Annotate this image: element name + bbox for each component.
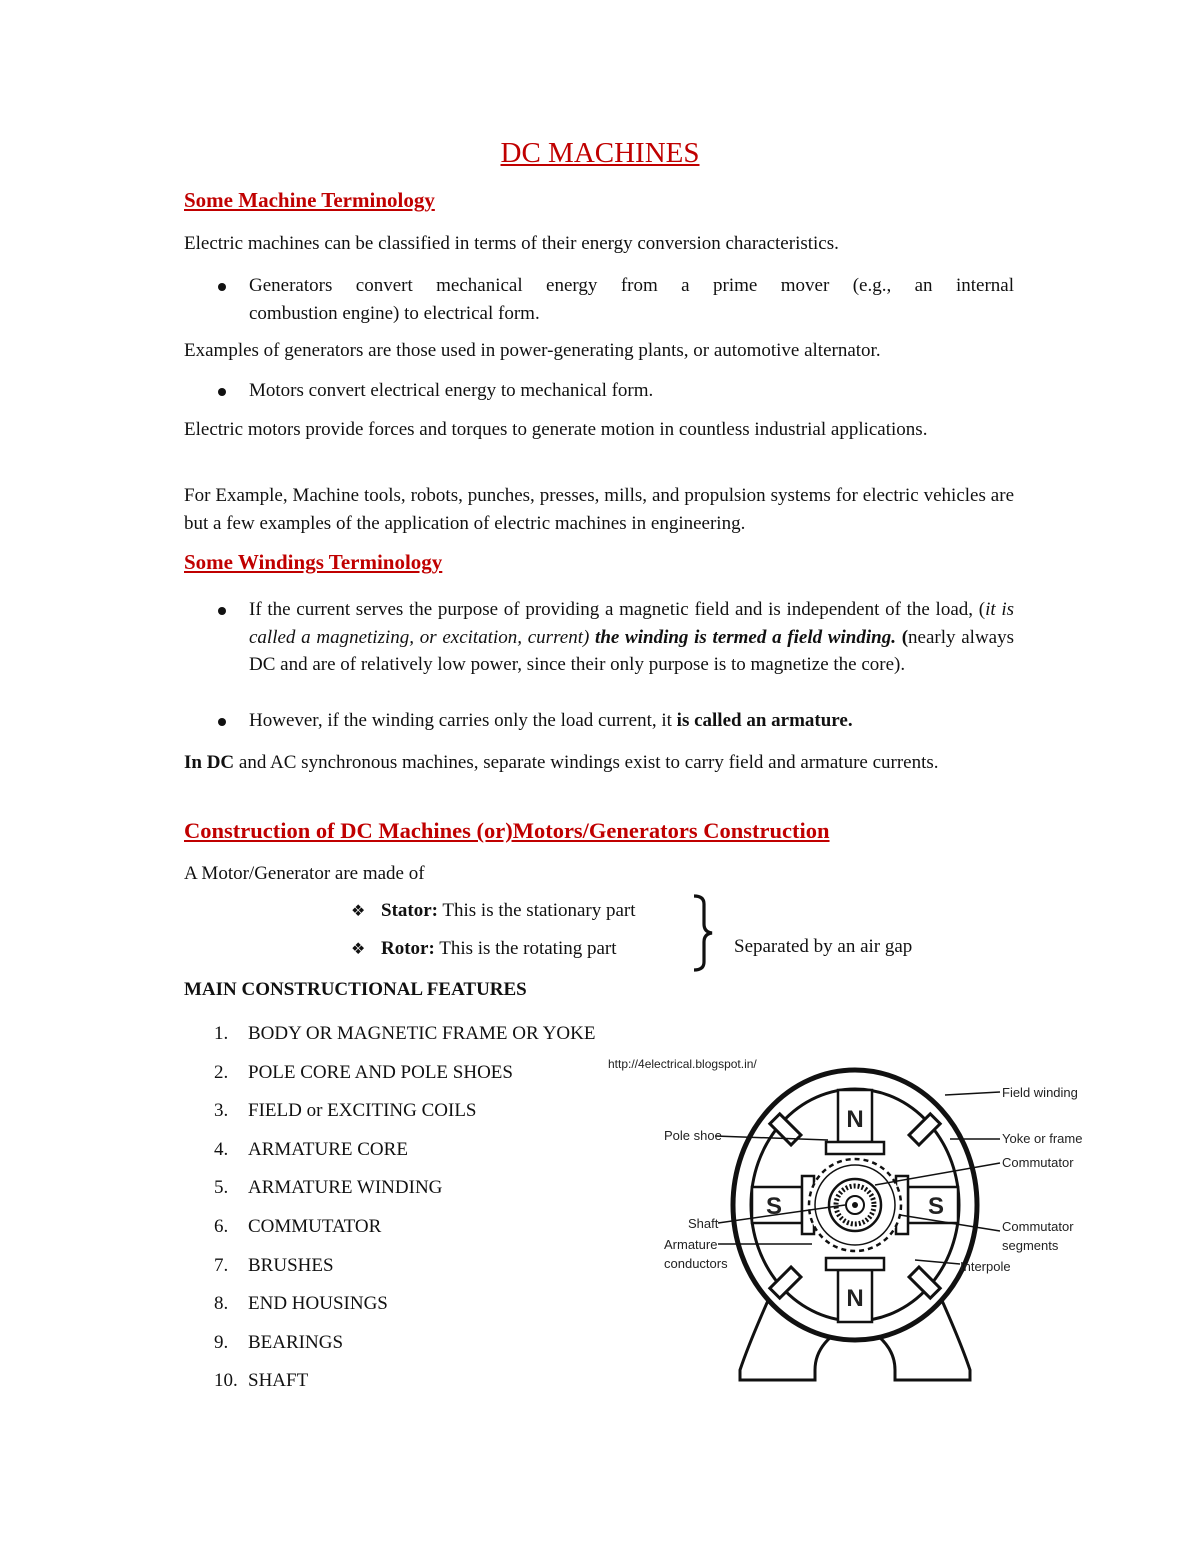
armature-bold: is called an armature. bbox=[676, 710, 853, 731]
bullet-armature-text bbox=[249, 707, 1014, 735]
heading-windings-terminology: Some Windings Terminology bbox=[184, 550, 443, 574]
features-list bbox=[214, 1020, 595, 1406]
feature-number: 2. bbox=[214, 1061, 229, 1083]
feature-item bbox=[214, 1213, 595, 1252]
feature-item bbox=[214, 1136, 595, 1175]
field-winding-text-b: nearly always DC and are of relatively low power, since their only purpose is to magnetize the core). bbox=[249, 626, 1014, 675]
label-commutator: Commutator bbox=[1002, 1155, 1074, 1170]
feature-number: 4. bbox=[214, 1138, 229, 1160]
label-shaft: Shaft bbox=[688, 1216, 719, 1231]
item-rotor bbox=[351, 935, 617, 962]
bullet-armature bbox=[218, 707, 1014, 735]
feature-number: 5. bbox=[214, 1177, 229, 1199]
feature-text: COMMUTATOR bbox=[248, 1215, 382, 1237]
feature-text: END HOUSINGS bbox=[248, 1293, 388, 1315]
bullet-generators-line1: Generators convert mechanical energy from a prime mover (e.g., an internal bbox=[249, 275, 1014, 296]
feature-text: ARMATURE CORE bbox=[248, 1138, 408, 1160]
feature-text: FIELD or EXCITING COILS bbox=[248, 1100, 477, 1122]
feature-item bbox=[214, 1097, 595, 1136]
diamond-bullet-icon: ❖ bbox=[351, 901, 366, 920]
feature-text: BRUSHES bbox=[248, 1254, 334, 1276]
pole-s-right: S bbox=[927, 1193, 945, 1220]
bullet-dot-icon bbox=[218, 718, 226, 726]
bullet-generators bbox=[218, 272, 1014, 327]
feature-item bbox=[214, 1329, 595, 1368]
feature-number: 9. bbox=[214, 1331, 229, 1353]
label-yoke: Yoke or frame bbox=[1002, 1131, 1083, 1146]
feature-item bbox=[214, 1252, 595, 1291]
pole-n-bottom: N bbox=[846, 1285, 864, 1312]
label-comm-seg-1: Commutator bbox=[1002, 1219, 1074, 1234]
dc-machine-diagram bbox=[600, 1040, 1090, 1400]
feature-item bbox=[214, 1367, 595, 1406]
armature-text-a: However, if the winding carries only the load current, it bbox=[249, 710, 677, 731]
label-armature-2: conductors bbox=[664, 1256, 728, 1271]
synchronous-rest: and AC synchronous machines, separate windings exist to carry field and armature currents. bbox=[234, 752, 939, 773]
feature-item bbox=[214, 1020, 595, 1059]
feature-item bbox=[214, 1174, 595, 1213]
heading-machine-terminology: Some Machine Terminology bbox=[184, 188, 435, 212]
bullet-dot-icon bbox=[218, 388, 226, 396]
feature-text: BODY OR MAGNETIC FRAME OR YOKE bbox=[248, 1023, 596, 1044]
label-interpole: Interpole bbox=[960, 1259, 1011, 1274]
paragraph-motors: Electric motors provide forces and torques to generate motion in countless industrial applications. bbox=[184, 419, 928, 440]
bullet-dot-icon bbox=[218, 607, 226, 615]
bullet-motors-text: Motors convert electrical energy to mechanical form. bbox=[249, 380, 654, 401]
heading-main-features: MAIN CONSTRUCTIONAL FEATURES bbox=[184, 979, 527, 1000]
label-armature-1: Armature bbox=[664, 1237, 718, 1252]
paragraph-intro: Electric machines can be classified in terms of their energy conversion characteristics. bbox=[184, 233, 839, 254]
bullet-field-winding-text bbox=[249, 596, 1014, 679]
bullet-dot-icon bbox=[218, 283, 226, 291]
field-winding-text-a: If the current serves the purpose of providing a magnetic field and is independent of the load, ( bbox=[249, 599, 986, 620]
feature-item bbox=[214, 1059, 595, 1098]
feature-number: 7. bbox=[214, 1254, 229, 1276]
figure-url: http://4electrical.blogspot.in/ bbox=[608, 1057, 757, 1071]
bullet-field-winding bbox=[218, 596, 1014, 679]
feature-number: 1. bbox=[214, 1023, 229, 1044]
bullet-motors bbox=[218, 377, 1014, 405]
feature-number: 10. bbox=[214, 1370, 238, 1392]
stator-label: Stator: bbox=[381, 900, 438, 921]
paragraph-synchronous bbox=[184, 749, 1014, 777]
synchronous-bold: In DC bbox=[184, 752, 235, 773]
paragraph-examples: Examples of generators are those used in power-generating plants, or automotive alternator. bbox=[184, 340, 881, 361]
field-winding-bold-italic: the winding is termed a field winding. bbox=[589, 626, 896, 648]
bullet-generators-line2: combustion engine) to electrical form. bbox=[249, 302, 540, 324]
feature-text: POLE CORE AND POLE SHOES bbox=[248, 1061, 513, 1083]
rotor-label: Rotor: bbox=[381, 938, 435, 959]
label-comm-seg-2: segments bbox=[1002, 1238, 1059, 1253]
feature-text: SHAFT bbox=[248, 1370, 309, 1392]
field-winding-italic: it is called a magnetizing, or excitation, current) bbox=[249, 599, 1015, 648]
paragraph-made-of: A Motor/Generator are made of bbox=[184, 863, 425, 884]
pole-n-top: N bbox=[846, 1106, 864, 1133]
air-gap-note: Separated by an air gap bbox=[734, 936, 913, 957]
feature-text: ARMATURE WINDING bbox=[248, 1177, 443, 1199]
feature-number: 6. bbox=[214, 1215, 229, 1237]
field-winding-paren: ( bbox=[895, 626, 909, 648]
document-title: DC MACHINES bbox=[500, 137, 700, 169]
pole-s-left: S bbox=[765, 1193, 783, 1220]
dc-machine-svg bbox=[600, 1040, 1090, 1400]
rotor-text: This is the rotating part bbox=[434, 938, 617, 959]
paragraph-example-applications: For Example, Machine tools, robots, punches, presses, mills, and propulsion systems for electric vehicles are but a few examples of the application of electric machines in engineering. bbox=[184, 485, 1014, 534]
diamond-bullet-icon: ❖ bbox=[351, 939, 366, 958]
feature-text: BEARINGS bbox=[248, 1331, 344, 1353]
item-stator bbox=[351, 897, 636, 924]
right-brace-icon bbox=[690, 894, 716, 972]
feature-number: 8. bbox=[214, 1293, 229, 1315]
label-pole-shoe: Pole shoe bbox=[664, 1128, 722, 1143]
stator-text: This is the stationary part bbox=[437, 900, 636, 921]
label-field-winding: Field winding bbox=[1002, 1085, 1078, 1100]
feature-item bbox=[214, 1290, 595, 1329]
feature-number: 3. bbox=[214, 1100, 229, 1122]
heading-construction: Construction of DC Machines (or)Motors/Generators Construction bbox=[184, 818, 830, 843]
